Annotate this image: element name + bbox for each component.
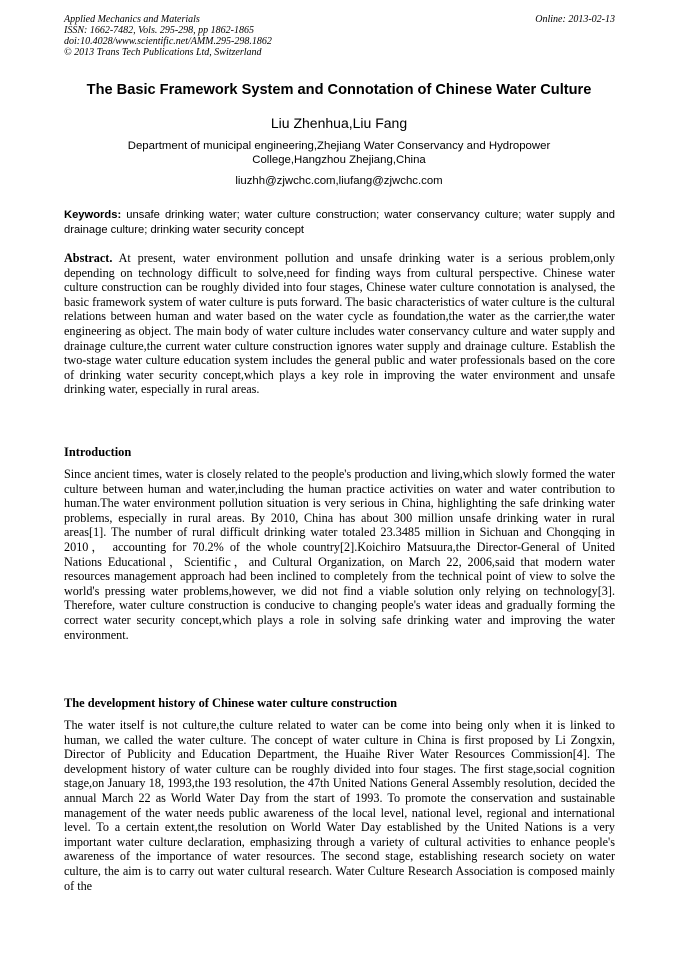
keywords-text: unsafe drinking water; water culture construction; water conservancy culture; water supply and drainage culture; drinking water security concept: [64, 209, 615, 236]
introduction-paragraph: Since ancient times, water is closely related to the people's production and living,which slowly formed the water culture between human and water,including the human practice activities on water and water contribution to human.The water environment pollution situation is very serious in China, highlighting the safe drinking water problems, especially in rural areas. By 2010, China has about 300 million unsafe drinking water in rural areas[1]. The number of rural difficult drinking water totaled 23.3485 million in Sichuan and Chongqing in 2010， accounting for 70.2% of the whole country[2].Koichiro Matsuura,the Director-General of United Nations Educational，Scientific，and Cultural Organization, on March 22, 2006,said that modern water resources management approach had been inclined to completely from the technical point of view to solve the world's pressing water problems,however, we did not find a viable solution only relying on technology[3]. Therefore, water culture construction is conducive to changing people's water ideas and gradually forming the correct water security concept,which plays a role in solving safe drinking water and improving the water environment.: [64, 467, 615, 642]
journal-header: [64, 14, 615, 58]
paper-title: The Basic Framework System and Connotation of Chinese Water Culture: [86, 82, 592, 98]
keywords-block: [64, 208, 615, 237]
abstract-block: [64, 251, 615, 397]
development-heading: The development history of Chinese water culture construction: [64, 696, 398, 710]
online-date: Online: 2013-02-13: [535, 14, 615, 25]
author-affiliation: Department of municipal engineering,Zhejiang Water Conservancy and Hydropower College,Hangzhou Zhejiang,China: [127, 140, 551, 166]
keywords-label: Keywords:: [64, 209, 122, 221]
copyright-line: © 2013 Trans Tech Publications Ltd, Switzerland: [64, 47, 262, 58]
issn-line: ISSN: 1662-7482, Vols. 295-298, pp 1862-1865: [64, 25, 254, 36]
author-email[interactable]: liuzhh@zjwchc.com,liufang@zjwchc.com: [235, 175, 443, 187]
author-names: Liu Zhenhua,Liu Fang: [270, 115, 408, 131]
development-paragraph: The water itself is not culture,the culture related to water can be come into being only when it is linked to human, we called the water culture. The concept of water culture in China is first proposed by Li Zongxin, Director of Publicity and Education Department, the Huaihe River Water Resources Commission[4]. The development history of water culture can be roughly divided into four stages. The first stage,social cognition stage,on January 18, 1993,the 193 resolution, the 47th United Nations General Assembly resolution, decided the annual March 22 as World Water Day from the start of 1993. To promote the conservation and sustainable management of the water needs public awareness of the local level, national level, regional and international level. To a certain extent,the resolution on World Water Day established by the United Nations is a very important water culture declaration, emphasizing through a variety of cultural activities to enhance people's awareness of the importance of water resources. The second stage, establishing research society on water culture, the aim is to carry out water cultural research. Water Culture Research Association is composed mainly of the: [64, 718, 615, 893]
abstract-label: Abstract.: [64, 251, 113, 265]
introduction-heading: Introduction: [64, 445, 132, 459]
journal-name: Applied Mechanics and Materials: [64, 14, 200, 25]
abstract-text: At present, water environment pollution and unsafe drinking water is a serious problem,only depending on technology difficult to solve,need for finding ways from cultural perspective. Chinese water culture construction can be roughly divided into four stages, Chinese water culture connotation is analysed, the basic framework system of water culture is puts forward. The basic characteristics of water culture is the cultural relations between human and water based on the water cycle as foundation,the water as the carrier,the water engineering as object. The main body of water culture includes water conservancy culture and water supply and drainage culture,the current water culture construction ignores water supply and drainage culture. Establish the two-stage water culture education system includes the general public and water professionals based on the core of drinking water security concept,which plays a key role in improving the water environment and unsafe drinking water, especially in rural areas.: [64, 251, 615, 397]
doi-line[interactable]: doi:10.4028/www.scientific.net/AMM.295-298.1862: [64, 36, 272, 47]
